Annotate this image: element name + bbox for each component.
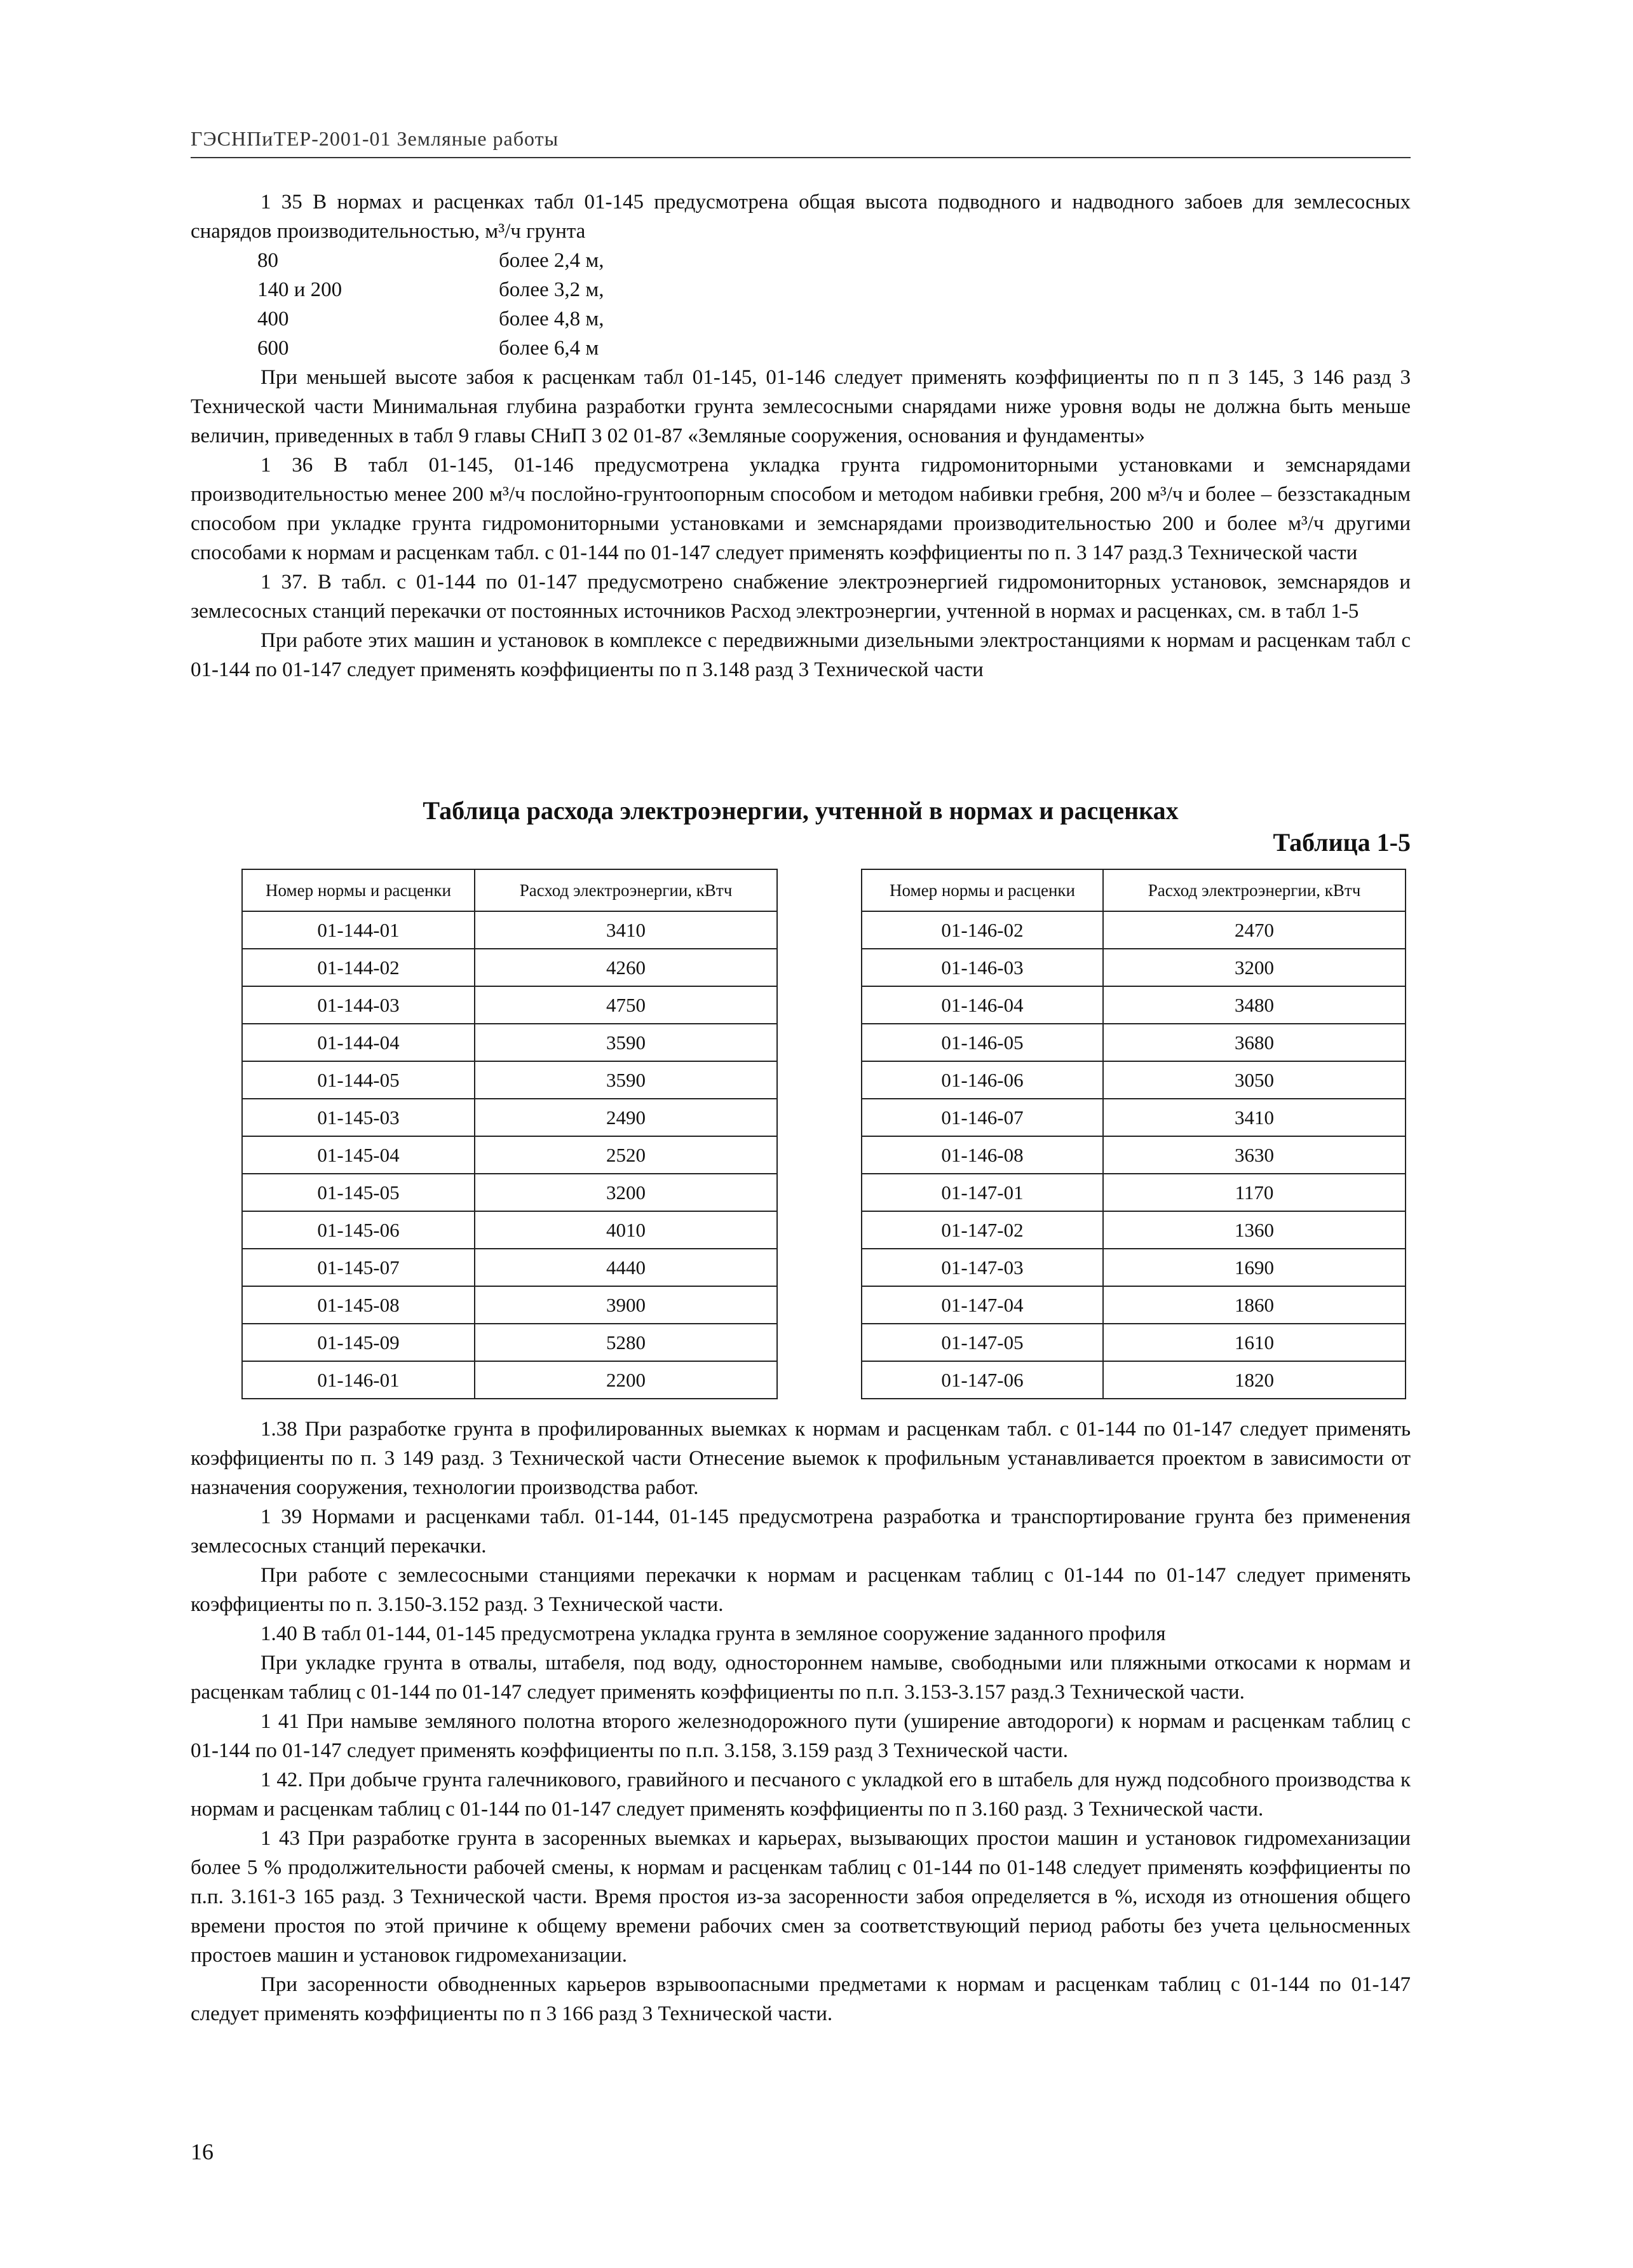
norm-code-cell: 01-145-03 xyxy=(242,1099,475,1136)
height-item: более 6,4 м xyxy=(499,337,599,360)
table-body-left xyxy=(242,911,777,1399)
table-row xyxy=(242,1061,777,1099)
norm-code-cell: 01-145-05 xyxy=(242,1174,475,1211)
para-1-40-continued: При укладке грунта в отвалы, штабеля, под воду, одностороннем намыве, свободными или пляжными откосами к нормам и расценкам таблиц с 01-144 по 01-147 следует применять коэффициенты по п.п. 3.153-3.157 разд.3 Технической части. xyxy=(191,1652,1411,1704)
power-value-cell: 1860 xyxy=(1103,1286,1406,1324)
norm-code-cell: 01-144-05 xyxy=(242,1061,475,1099)
page-number: 16 xyxy=(191,2139,213,2164)
capacity-item: 400 xyxy=(257,308,289,330)
para-1-43-continued: При засоренности обводненных карьеров взрывоопасными предметами к нормам и расценкам таблиц с 01-144 по 01-147 следует применять коэффициенты по п 3 166 разд 3 Технической части. xyxy=(191,1973,1411,2025)
norm-code-cell: 01-145-06 xyxy=(242,1211,475,1249)
norm-code-cell: 01-144-01 xyxy=(242,911,475,949)
table-row xyxy=(242,949,777,986)
norm-code-cell: 01-146-01 xyxy=(242,1361,475,1399)
capacity-item: 80 xyxy=(257,249,278,272)
para-1-37-continued: При работе этих машин и установок в комплексе с передвижными дизельными электростанциями к нормам и расценкам табл с 01-144 по 01-147 следует применять коэффициенты по п 3.148 разд 3 Технической части xyxy=(191,629,1411,681)
norm-code-cell: 01-145-04 xyxy=(242,1136,475,1174)
norm-code-cell: 01-146-03 xyxy=(862,949,1103,986)
upper-text xyxy=(191,187,1411,684)
table-row xyxy=(862,949,1406,986)
table-row xyxy=(242,986,777,1024)
lower-text xyxy=(191,1415,1411,2028)
column-header-power: Расход электроэнергии, кВтч xyxy=(1103,869,1406,911)
norm-code-cell: 01-144-02 xyxy=(242,949,475,986)
norm-code-cell: 01-144-04 xyxy=(242,1024,475,1061)
power-value-cell: 3200 xyxy=(475,1174,777,1211)
table-row xyxy=(242,1024,777,1061)
table-row xyxy=(862,1061,1406,1099)
power-value-cell: 3410 xyxy=(1103,1099,1406,1136)
norm-code-cell: 01-146-07 xyxy=(862,1099,1103,1136)
table-row xyxy=(862,1136,1406,1174)
norm-code-cell: 01-146-05 xyxy=(862,1024,1103,1061)
table-row xyxy=(242,911,777,949)
table-row xyxy=(862,911,1406,949)
power-value-cell: 4750 xyxy=(475,986,777,1024)
table-row xyxy=(862,1099,1406,1136)
para-1-38: 1.38 При разработке грунта в профилированных выемках к нормам и расценкам табл. с 01-144 по 01-147 следует применять коэффициенты по п. 3 149 разд. 3 Технической части Отнесение выемок к профильным устанавливается проектом в зависимости от назначения сооружения, технологии производства работ. xyxy=(191,1418,1411,1499)
norm-code-cell: 01-147-06 xyxy=(862,1361,1103,1399)
power-value-cell: 4260 xyxy=(475,949,777,986)
height-list xyxy=(191,246,1411,363)
power-value-cell: 2470 xyxy=(1103,911,1406,949)
power-value-cell: 4440 xyxy=(475,1249,777,1286)
table-row xyxy=(862,1174,1406,1211)
height-item: более 2,4 м, xyxy=(499,249,604,272)
norm-code-cell: 01-145-09 xyxy=(242,1324,475,1361)
table-row xyxy=(862,1361,1406,1399)
column-header-code: Номер нормы и расценки xyxy=(242,869,475,911)
para-1-39-continued: При работе с землесосными станциями перекачки к нормам и расценкам таблиц с 01-144 по 01-147 следует применять коэффициенты по п. 3.150-3.152 разд. 3 Технической части. xyxy=(191,1564,1411,1616)
capacity-item: 600 xyxy=(257,337,289,360)
height-item: более 4,8 м, xyxy=(499,308,604,330)
power-value-cell: 1690 xyxy=(1103,1249,1406,1286)
norm-code-cell: 01-146-04 xyxy=(862,986,1103,1024)
table-label: Таблица 1-5 xyxy=(1273,828,1411,857)
table-row xyxy=(862,1249,1406,1286)
norm-code-cell: 01-145-07 xyxy=(242,1249,475,1286)
para-1-35-continued: При меньшей высоте забоя к расценкам табл 01-145, 01-146 следует применять коэффициенты по п п 3 145, 3 146 разд 3 Технической части Минимальная глубина разработки грунта землесосными снарядами ниже уровня воды не должна быть меньше величин, приведенных в табл 9 главы СНиП 3 02 01-87 «Земляные сооружения, основания и фундаменты» xyxy=(191,366,1411,447)
power-value-cell: 5280 xyxy=(475,1324,777,1361)
norm-code-cell: 01-146-02 xyxy=(862,911,1103,949)
norm-code-cell: 01-147-05 xyxy=(862,1324,1103,1361)
power-value-cell: 2520 xyxy=(475,1136,777,1174)
table-title: Таблица расхода электроэнергии, учтенной в нормах и расценках xyxy=(423,796,1179,825)
norm-code-cell: 01-144-03 xyxy=(242,986,475,1024)
power-value-cell: 1170 xyxy=(1103,1174,1406,1211)
power-value-cell: 3590 xyxy=(475,1024,777,1061)
power-value-cell: 3630 xyxy=(1103,1136,1406,1174)
para-1-42: 1 42. При добыче грунта галечникового, гравийного и песчаного с укладкой его в штабель для нужд подсобного производства к нормам и расценкам таблиц с 01-144 по 01-147 следует применять коэффициенты по п 3.160 разд. 3 Технической части. xyxy=(191,1769,1411,1821)
power-table-left xyxy=(241,869,778,1399)
table-row xyxy=(242,1136,777,1174)
table-row xyxy=(242,1211,777,1249)
power-value-cell: 3050 xyxy=(1103,1061,1406,1099)
table-row xyxy=(242,1286,777,1324)
table-row xyxy=(242,1249,777,1286)
power-value-cell: 1820 xyxy=(1103,1361,1406,1399)
para-1-41: 1 41 При намыве земляного полотна второго железнодорожного пути (уширение автодороги) к нормам и расценкам таблиц с 01-144 по 01-147 следует применять коэффициенты по п.п. 3.158, 3.159 разд 3 Технической части. xyxy=(191,1710,1411,1762)
para-1-40: 1.40 В табл 01-144, 01-145 предусмотрена укладка грунта в земляное сооружение заданного профиля xyxy=(261,1622,1166,1645)
norm-code-cell: 01-147-01 xyxy=(862,1174,1103,1211)
para-1-37: 1 37. В табл. с 01-144 по 01-147 предусмотрено снабжение электроэнергией гидромониторных установок, земснарядов и землесосных станций перекачки от постоянных источников Расход электроэнергии, учтенной в нормах и расценках, см. в табл 1-5 xyxy=(191,571,1411,623)
power-value-cell: 3680 xyxy=(1103,1024,1406,1061)
table-row xyxy=(862,1024,1406,1061)
para-1-43: 1 43 При разработке грунта в засоренных выемках и карьерах, вызывающих простои машин и установок гидромеханизации более 5 % продолжительности рабочей смены, к нормам и расценкам таблиц с 01-144 по 01-148 следует применять коэффициенты по п.п. 3.161-3 165 разд. 3 Технической части. Время простоя из-за засоренности забоя определяется в %, исходя из отношения общего времени простоя по этой причине к общему времени рабочих смен за соответствующий период работы без учета цельносменных простоев машин и установок гидромеханизации. xyxy=(191,1827,1411,1967)
table-header-row xyxy=(862,869,1406,911)
table-body-right xyxy=(862,911,1406,1399)
capacity-item: 140 и 200 xyxy=(257,278,342,301)
table-row xyxy=(862,1286,1406,1324)
column-header-power: Расход электроэнергии, кВтч xyxy=(475,869,777,911)
table-row xyxy=(862,986,1406,1024)
power-value-cell: 2200 xyxy=(475,1361,777,1399)
para-1-36: 1 36 В табл 01-145, 01-146 предусмотрена укладка грунта гидромониторными установками и земснарядами производительностью менее 200 м³/ч послойно-грунтоопорным способом и методом набивки гребня, 200 м³/ч и более – беззстакадным способом при укладке грунта гидромониторными установками и земснарядами производительностью 200 и более м³/ч другими способами к нормам и расценкам табл. с 01-144 по 01-147 следует применять коэффициенты по п. 3 147 разд.3 Технической части xyxy=(191,454,1411,564)
norm-code-cell: 01-147-03 xyxy=(862,1249,1103,1286)
power-value-cell: 3590 xyxy=(475,1061,777,1099)
table-row xyxy=(862,1211,1406,1249)
power-value-cell: 3200 xyxy=(1103,949,1406,986)
power-value-cell: 3900 xyxy=(475,1286,777,1324)
power-value-cell: 1610 xyxy=(1103,1324,1406,1361)
table-row xyxy=(242,1324,777,1361)
power-value-cell: 4010 xyxy=(475,1211,777,1249)
power-value-cell: 3480 xyxy=(1103,986,1406,1024)
header-rule xyxy=(191,157,1411,158)
para-1-35: 1 35 В нормах и расценках табл 01-145 предусмотрена общая высота подводного и надводного забоев для землесосных снарядов производительностью, м³/ч грунта xyxy=(191,191,1411,243)
power-table-right xyxy=(861,869,1406,1399)
power-value-cell: 3410 xyxy=(475,911,777,949)
column-header-code: Номер нормы и расценки xyxy=(862,869,1103,911)
table-row xyxy=(862,1324,1406,1361)
norm-code-cell: 01-147-02 xyxy=(862,1211,1103,1249)
power-value-cell: 2490 xyxy=(475,1099,777,1136)
norm-code-cell: 01-146-08 xyxy=(862,1136,1103,1174)
power-value-cell: 1360 xyxy=(1103,1211,1406,1249)
table-row xyxy=(242,1174,777,1211)
table-row xyxy=(242,1099,777,1136)
norm-code-cell: 01-146-06 xyxy=(862,1061,1103,1099)
table-header-row xyxy=(242,869,777,911)
para-1-39: 1 39 Нормами и расценками табл. 01-144, 01-145 предусмотрена разработка и транспортирование грунта без применения землесосных станций перекачки. xyxy=(191,1505,1411,1558)
norm-code-cell: 01-145-08 xyxy=(242,1286,475,1324)
height-item: более 3,2 м, xyxy=(499,278,604,301)
norm-code-cell: 01-147-04 xyxy=(862,1286,1103,1324)
running-header: ГЭСНПиТЕР-2001-01 Земляные работы xyxy=(191,127,559,150)
table-row xyxy=(242,1361,777,1399)
